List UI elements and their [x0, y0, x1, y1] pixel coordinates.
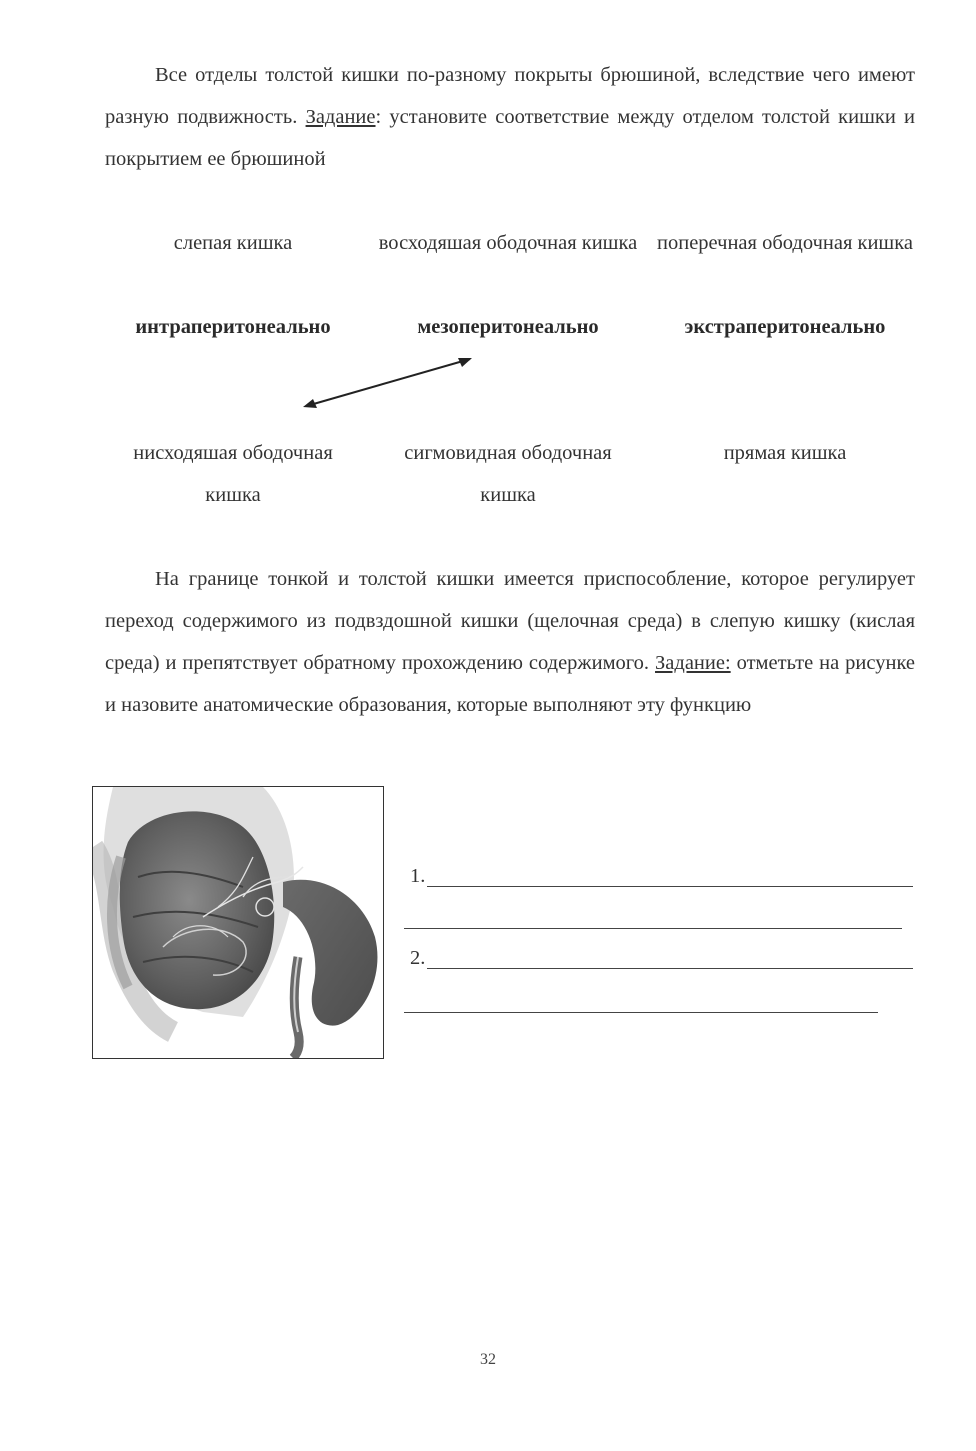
task1-task-text: : установите соответствие между отделом толстой кишки и покрытием ее брюшиной: [105, 106, 915, 170]
task1-paragraph: [105, 54, 915, 180]
task2-task-text: отметьте на рисунке и назовите анатомические образования, которые выполняют эту функцию: [105, 652, 915, 716]
answer-line-1a[interactable]: [427, 886, 913, 887]
top-item-ascending-colon: восходяшая ободочная кишка: [378, 232, 638, 254]
answer-line-2a[interactable]: [427, 968, 913, 969]
page-number: 32: [480, 1351, 496, 1368]
answer-line-2b[interactable]: [404, 1012, 878, 1013]
bottom-item-sigmoid-colon: сигмовидная ободочная кишка: [404, 442, 612, 506]
intestine-illustration: [93, 787, 383, 1058]
top-item-transverse-colon: поперечная ободочная кишка: [657, 232, 913, 254]
answer-number-1: 1.: [410, 865, 426, 887]
task1-intro: Все отделы толстой кишки по-разному покрыты брюшиной, вследствие чего имеют разную подвижность.: [105, 64, 915, 128]
top-item-cecum: слепая кишка: [173, 232, 293, 254]
task2-intro: На границе тонкой и толстой кишки имеется приспособление, которое регулирует переход содержимого из подвздошной кишки (щелочная среда) в слепую кишку (кислая среда) и препятствует обратному прохождению содержимого.: [105, 568, 915, 674]
coverage-mesoperitoneal: мезоперитонеально: [417, 316, 599, 338]
answer-line-1b[interactable]: [404, 928, 902, 929]
bottom-item-rectum: прямая кишка: [723, 442, 847, 464]
coverage-extraperitoneal: экстраперитонеально: [684, 316, 886, 338]
answer-number-2: 2.: [410, 947, 426, 969]
coverage-intraperitoneal: интраперитонеально: [135, 316, 331, 338]
task2-task-label: Задание:: [655, 652, 731, 674]
task2-paragraph: [105, 558, 915, 726]
task1-task-label: Задание: [305, 106, 376, 128]
bottom-item-descending-colon: нисходяшая ободочная кишка: [133, 442, 333, 506]
ileocecal-junction-figure[interactable]: [92, 786, 384, 1059]
